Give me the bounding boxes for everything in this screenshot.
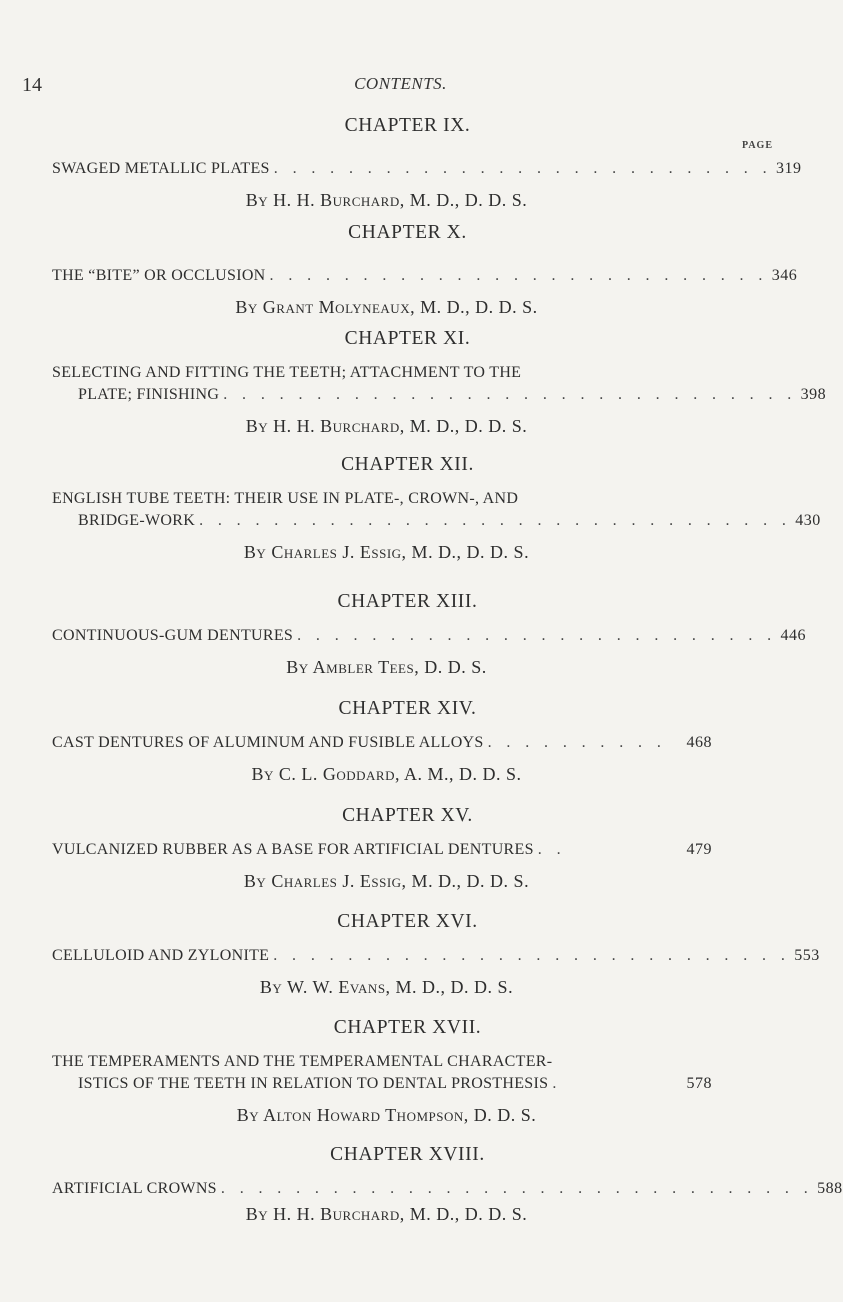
chapter-entry [0,452,821,566]
chapter-heading: CHAPTER XII. [341,454,474,475]
chapter-author: By Charles J. Essig, M. D., D. D. S. [243,542,530,562]
toc-line [52,158,802,180]
chapter-title-continued: BRIDGE-WORK [78,512,196,529]
chapter-entry [0,909,820,1001]
toc-line [52,1073,712,1095]
chapter-page-number: 446 [780,627,807,644]
toc-entry [52,732,712,754]
chapter-entry [0,1142,843,1228]
chapter-entry [0,1015,801,1129]
dot-leader: . . . . . . . . . . . . . . . . . . . . . . . . . . . . . . . . [199,512,792,529]
chapter-author: By W. W. Evans, M. D., D. D. S. [259,977,514,997]
chapter-entry [0,113,801,214]
page-number: 14 [22,74,42,96]
chapter-title: ENGLISH TUBE TEETH: THEIR USE IN PLATE-, CROWN-, AND [52,490,519,507]
chapter-title: ARTIFICIAL CROWNS [52,1180,217,1197]
chapter-entry [0,696,801,788]
chapter-page-number: 553 [794,947,820,964]
chapter-entry [0,326,827,440]
dot-leader: . . . . . . . . . . . . . . . . . . . . . . . . . . . . . . . [223,386,797,403]
toc-entry [52,158,802,180]
toc-entry [52,265,798,287]
chapter-title: SWAGED METALLIC PLATES [52,160,270,177]
chapter-author: By H. H. Burchard, M. D., D. D. S. [245,1204,528,1224]
chapter-heading: CHAPTER X. [348,222,467,243]
chapter-entry [0,589,807,681]
chapter-heading: CHAPTER XVIII. [330,1144,485,1165]
toc-line [52,732,712,754]
chapter-heading: CHAPTER XVII. [333,1017,482,1038]
chapter-author: By Grant Molyneaux, M. D., D. D. S. [235,297,538,317]
toc-line [52,265,798,287]
chapter-title: CONTINUOUS-GUM DENTURES [52,627,294,644]
chapter-title: CAST DENTURES OF ALUMINUM AND FUSIBLE ALLOYS [52,734,484,751]
chapter-author: By C. L. Goddard, A. M., D. D. S. [251,764,522,784]
chapter-author: By Charles J. Essig, M. D., D. D. S. [243,871,530,891]
chapter-heading: CHAPTER IX. [344,115,471,136]
chapter-page-number: 319 [775,160,802,177]
chapter-heading: CHAPTER XIV. [338,698,477,719]
toc-line [52,510,821,532]
chapter-page-number: 398 [800,386,827,403]
toc-entry [52,362,827,406]
chapter-heading: CHAPTER XVI. [337,911,478,932]
toc-line [52,945,820,967]
chapter-title-continued: PLATE; FINISHING [78,386,220,403]
chapter-title: SELECTING AND FITTING THE TEETH; ATTACHMENT TO THE [52,364,522,381]
toc-entry [52,488,821,532]
toc-entry [52,1051,712,1095]
chapter-author: By Ambler Tees, D. D. S. [286,657,487,677]
chapter-author: By H. H. Burchard, M. D., D. D. S. [245,416,528,436]
chapter-title: CELLULOID AND ZYLONITE [52,947,270,964]
dot-leader: . . . . . . . . . . . . . . . . . . . . . . . . . . [297,627,777,644]
toc-entry [52,839,712,861]
page-column-label: PAGE [741,140,773,151]
dot-leader: . . . . . . . . . . . . . . . . . . . . . . . . . . . . [273,947,791,964]
dot-leader: . . . . . . . . . . [487,734,667,751]
chapter-page-number: 468 [686,734,712,751]
dot-leader: . . [537,841,566,858]
dot-leader: . [552,1075,562,1092]
toc-line [52,839,712,861]
chapter-title: VULCANIZED RUBBER AS A BASE FOR ARTIFICIAL DENTURES [52,841,534,858]
dot-leader: . . . . . . . . . . . . . . . . . . . . . . . . . . . . . . . . [220,1180,814,1197]
chapter-page-number: 346 [771,267,798,284]
chapter-author: By Alton Howard Thompson, D. D. S. [236,1105,537,1125]
toc-line [52,488,712,510]
chapter-page-number: 430 [795,512,821,529]
chapter-heading: CHAPTER XI. [344,328,471,349]
chapter-title: THE TEMPERAMENTS AND THE TEMPERAMENTAL CHARACTER- [52,1053,553,1070]
dot-leader: . . . . . . . . . . . . . . . . . . . . . . . . . . . [269,267,768,284]
chapter-page-number: 588 [817,1180,843,1197]
chapter-entry [0,803,801,895]
toc-entry [52,945,820,967]
chapter-heading: CHAPTER XV. [342,805,473,826]
running-head: CONTENTS. [354,74,447,93]
chapter-author: By H. H. Burchard, M. D., D. D. S. [245,190,528,210]
toc-line [52,1178,843,1200]
dot-leader: . . . . . . . . . . . . . . . . . . . . . . . . . . . [273,160,772,177]
chapter-title-continued: ISTICS OF THE TEETH IN RELATION TO DENTAL PROSTHESIS [78,1075,549,1092]
toc-line [52,384,827,406]
toc-entry [52,1178,843,1200]
toc-entry [52,625,807,647]
chapter-entry [0,220,801,321]
chapter-heading: CHAPTER XIII. [337,591,478,612]
toc-line [52,362,712,384]
toc-line [52,625,807,647]
toc-line [52,1051,712,1073]
chapter-page-number: 479 [686,841,712,858]
chapter-title: THE “BITE” OR OCCLUSION [52,267,266,284]
chapter-page-number: 578 [686,1075,712,1092]
